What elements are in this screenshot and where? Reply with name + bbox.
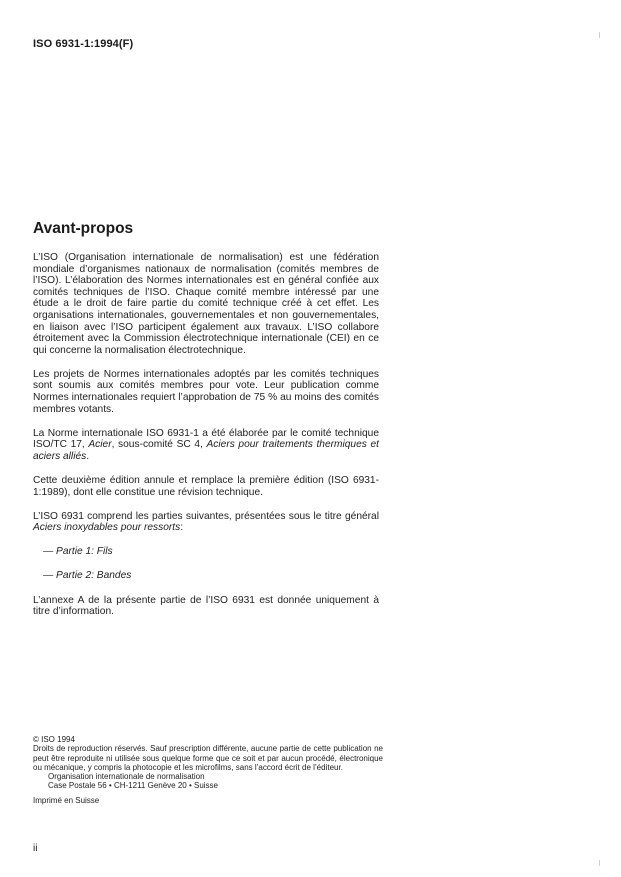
copyright-block	[33, 735, 383, 805]
committee-text: La Norme internationale ISO 6931-1 a été élaborée par le comité technique ISO/TC 17,	[33, 427, 379, 451]
committee-name: Acier	[88, 439, 112, 451]
paragraph-parts: L’ISO 6931 comprend les parties suivantes, présentées sous le titre général Aciers inoxydables pour ressorts:	[33, 510, 379, 534]
page-title: Avant-propos	[33, 220, 134, 237]
subcommittee-text: , sous-comité SC 4,	[111, 439, 203, 451]
parts-intro: L’ISO 6931 comprend les parties suivantes, présentées sous le titre général	[33, 510, 379, 522]
paragraph-iso-description: L’ISO (Organisation internationale de normalisation) est une fédération mondiale d’organismes nationaux de normalisation (comités membres de l’ISO). L’élaboration des Normes internationales est en général confiée aux comités techniques de l’ISO. Chaque comité membre intéressé par une étude a le droit de faire partie du comité technique créé à cet effet. Les organisations internationales, gouvernementales et non gouvernementales, en liaison avec l’ISO participent également aux travaux. L’ISO collabore étroitement avec la Commission électrotechnique internationale (CEI) en ce qui concerne la normalisation électrotechnique.	[33, 252, 379, 356]
paragraph-edition: Cette deuxième édition annule et remplace la première édition (ISO 6931-1:1989), dont elle constitue une révision technique.	[33, 475, 379, 498]
printed-in: Imprimé en Suisse	[33, 795, 100, 805]
paragraph-annex: L’annexe A de la présente partie de l’ISO 6931 est donnée uniquement à titre d’information.	[33, 594, 379, 618]
subcommittee-name: Aciers pour traitements thermiques et aciers alliés	[33, 439, 379, 462]
copyright-rights: Droits de reproduction réservés. Sauf prescription différente, aucune partie de cette publication ne peut être reproduite ni utilisée sous quelque forme que ce soit et par aucun procédé, électronique ou mécanique, y compris la photocopie et les microfilms, sans l’accord écrit de l’éditeur.	[33, 744, 383, 772]
list-item	[43, 570, 379, 582]
publisher-name: Organisation internationale de normalisation	[48, 772, 205, 782]
scan-mark	[599, 32, 600, 38]
general-title: Aciers inoxydables pour ressorts	[33, 522, 181, 534]
scan-mark	[599, 860, 600, 866]
foreword-body	[33, 252, 379, 630]
document-header: ISO 6931-1:1994(F)	[33, 38, 134, 50]
publisher-address: Case Postale 56 • CH-1211 Genève 20 • Suisse	[48, 781, 218, 791]
paragraph-committee: La Norme internationale ISO 6931-1 a été élaborée par le comité technique ISO/TC 17, Acier, sous-comité SC 4, Aciers pour traitements thermiques et aciers alliés.	[33, 427, 379, 462]
copyright-notice: © ISO 1994	[33, 735, 75, 744]
list-item	[43, 546, 379, 558]
part-1: — Partie 1: Fils	[43, 546, 113, 558]
part-2: — Partie 2: Bandes	[43, 570, 132, 582]
page-number: ii	[33, 843, 38, 854]
paragraph-voting: Les projets de Normes internationales adoptés par les comités techniques sont soumis aux comités membres pour vote. Leur publication comme Normes internationales requiert l’approbation de 75 % au moins des comités membres votants.	[33, 368, 379, 415]
